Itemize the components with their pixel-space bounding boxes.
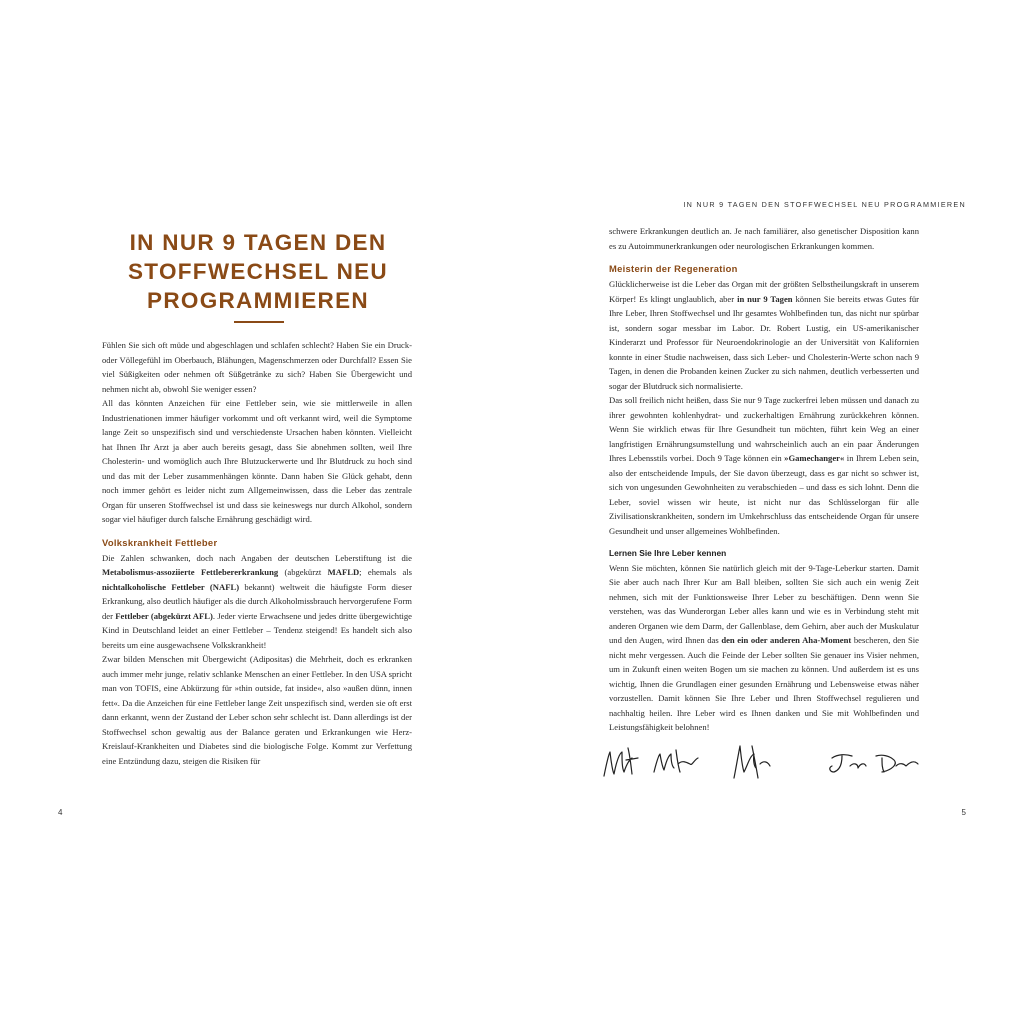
section2-paragraph-2: Das soll freilich nicht heißen, dass Sie nur 9 Tage zuckerfrei leben müssen und danach zu ihrer gewohnten kohlenhydrat- und zuckerhaltigen Ernährung zurückkehren können. Wenn Sie wirklich etwas für Ihre Gesundheit tun möchten, führt kein Weg an einer langfristigen Ernährungsumstellung und wahrscheinlich auch an ein paar Änderungen Ihres Lebensstils vorbei. Doch 9 Tage können ein »Gamechanger« in Ihrem Leben sein, also der entscheidende Impuls, der Sie davon überzeugt, dass es gar nicht so schwer ist, sich von ungesunden Gewohnheiten zu verabschieden – und dass es sich lohnt. Denn die Leber, soviel wissen wir heute, ist nicht nur das Schlüsselorgan für alle Zivilisationskrankheiten, sondern im Umkehrschluss das entscheidende Organ für unsere Gesundheit und unser allgemeines Wohlbefinden. — [609, 395, 919, 536]
page-number-right: 5 — [961, 808, 966, 817]
chapter-title — [102, 228, 414, 315]
page-number-left: 4 — [58, 808, 63, 817]
bold-term-afl: Fettleber (abgekürzt AFL) — [115, 610, 213, 621]
continuation-paragraph: schwere Erkrankungen deutlich an. Je nach familiärer, also genetischer Disposition kann es zu Autoimmunerkrankungen oder neurologischen Erkrankungen kommen. — [609, 226, 919, 251]
section1-paragraph-1: Die Zahlen schwanken, doch nach Angaben der deutschen Leberstiftung ist die Metabolismus-assoziierte Fettlebererkrankung (abgekürzt MAFLD; ehemals als nichtalkoholische Fettleber (NAFL) bekannt) weltweit die häufigste Form dieser Erkrankung, also deutlich häufiger als die durch Alkoholmissbrauch hervorgerufene Form der Fettleber (abgekürzt AFL). Jeder vierte Erwachsene und jedes dritte übergewichtige Kind in Deutschland leidet an einer Fettleber – Tendenz steigend! Es handelt sich also bereits um eine ausgewachsene Volkskrankheit! — [102, 552, 412, 650]
author-signatures — [598, 738, 928, 788]
spacer — [609, 538, 919, 546]
section1-paragraph-2: Zwar bilden Menschen mit Übergewicht (Adipositas) die Mehrheit, doch es erkranken auch immer mehr junge, relativ schlanke Menschen an einer Fettleber. In den USA spricht man von TOFIS, eine Abkürzung für »thin outside, fat inside«, also »außen dünn, innen fett«. Da die Anzeichen für eine Fettleber lange Zeit unspezifisch sind, werden sie oft erst dann erkannt, wenn der Zustand der Leber schon sehr schlecht ist. Dann allerdings ist der Stoffwechsel schon gewaltig aus der Balance geraten und Erkrankungen wie Herz-Kreislauf-Krankheiten und Diabetes sind die biologische Folge. Kommt zur Verfettung eine Entzündung dazu, steigen die Risiken für — [102, 654, 412, 766]
bold-term-aha-moment: den ein oder anderen Aha-Moment — [721, 635, 852, 645]
running-head: IN NUR 9 TAGEN DEN STOFFWECHSEL NEU PROGRAMMIEREN — [683, 200, 966, 209]
section-heading-volkskrankheit: Volkskrankheit Fettleber — [102, 536, 218, 548]
chapter-title-line-2: STOFFWECHSEL NEU — [128, 259, 388, 284]
bold-term-9-tagen: in nur 9 Tagen — [737, 293, 793, 304]
signature-3 — [734, 746, 770, 778]
signature-2 — [654, 750, 698, 772]
right-text-column — [609, 224, 919, 735]
spacer — [609, 253, 919, 261]
intro-paragraph-1: Fühlen Sie sich oft müde und abgeschlagen und schlafen schlecht? Haben Sie ein Druck- oder Völlegefühl im Oberbauch, Blähungen, Magenschmerzen oder Durchfall? Essen Sie viel Süßigkeiten oder nehmen oft Süßgetränke zu sich? Haben Sie Übergewicht und nehmen nicht ab, obwohl Sie weniger essen? — [102, 340, 412, 394]
spacer — [102, 527, 412, 535]
chapter-title-line-3: PROGRAMMIEREN — [147, 288, 369, 313]
section-heading-regeneration: Meisterin der Regeneration — [609, 263, 738, 274]
signature-4 — [830, 755, 918, 772]
section3-paragraph: Wenn Sie möchten, können Sie natürlich gleich mit der 9-Tage-Leberkur starten. Damit Sie aber auch nach Ihrer Kur am Ball bleiben, sollten Sie sich auch ein wenig Zeit nehmen, sich mit der Funktionsweise Ihrer Leber zu beschäftigen. Denn wenn Sie verstehen, was das Wunderorgan Leber alles kann und wie es in Verbindung steht mit anderen Organen wie dem Darm, der Gallenblase, dem Gehirn, aber auch der Muskulatur und den Augen, wird Ihnen das den ein oder anderen Aha-Moment bescheren, den Sie nicht mehr vergessen. Auch die Feinde der Leber sollten Sie genauer ins Visier nehmen, um in Zukunft einen weiten Bogen um sie machen zu können. Und außerdem ist es uns wichtig, Ihnen die Grundlagen einer gesunden Ernährung und Lebensweise etwas näher vorzustellen. Damit können Sie Ihre Leber und Ihren Stoffwechsel regulieren und nachhaltig heilen. Ihre Leber wird es Ihnen danken und Sie mit Wohlbefinden und Leistungsfähigkeit belohnen! — [609, 562, 919, 732]
signature-1 — [604, 748, 638, 776]
bold-term-mafld-full: Metabolismus-assoziierte Fettlebererkrankung — [102, 567, 279, 577]
left-text-column — [102, 338, 412, 768]
section-heading-leber-kennen: Lernen Sie Ihre Leber kennen — [609, 548, 727, 558]
bold-term-gamechanger: »Gamechanger« — [784, 453, 845, 463]
intro-paragraph-2: All das könnten Anzeichen für eine Fettleber sein, wie sie mittlerweile in allen Industrienationen immer häufiger vorkommt und oft verkannt wird, weil die Symptome lange Zeit so unspezifisch sind und verschiedenste Ursachen haben könnten. Vielleicht hat Ihnen Ihr Arzt ja aber auch bereits gesagt, dass Sie abnehmen sollten, weil Ihre Cholesterin- und womöglich auch Ihre Blutzuckerwerte und Ihr Blutdruck zu hoch sind und das mit der Leber zusammenhängen könnte. Dann haben Sie Glück gehabt, denn noch immer gehört es leider nicht zum Allgemeinwissen, dass die Leber das zentrale Organ für unseren Stoffwechsel ist und dass sie keineswegs nur durch Alkohol, sondern sogar viel häufiger durch falsche Ernährung geschädigt wird. — [102, 398, 412, 524]
chapter-title-line-1: IN NUR 9 TAGEN DEN — [129, 230, 387, 255]
title-underline-rule — [234, 321, 284, 323]
section2-paragraph-1: Glücklicherweise ist die Leber das Organ mit der größten Selbstheilungskraft in unserem Körper! Es klingt unglaublich, aber in nur 9 Tagen können Sie bereits etwas Gutes für Ihre Leber, Ihren Stoffwechsel und Ihr gesamtes Wohlbefinden tun, das nicht nur spürbar ist, sondern sogar messbar im Labor. Dr. Robert Lustig, ein US-amerikanischer Kinderarzt und Professor für Neuroendokrinologie an der Universität von Kalifornien konnte in einer Studie nachweisen, dass sich Leber- und Cholesterin-Werte schon nach 9 Tagen, in denen die Probanden keinen Zucker zu sich nahmen, deutlich verbesserten und sogar der Blutdruck sich normalisierte. — [609, 279, 920, 391]
bold-term-nafl: nichtalkoholische Fettleber (NAFL) — [102, 581, 240, 592]
bold-term-mafld: MAFLD — [327, 567, 360, 577]
